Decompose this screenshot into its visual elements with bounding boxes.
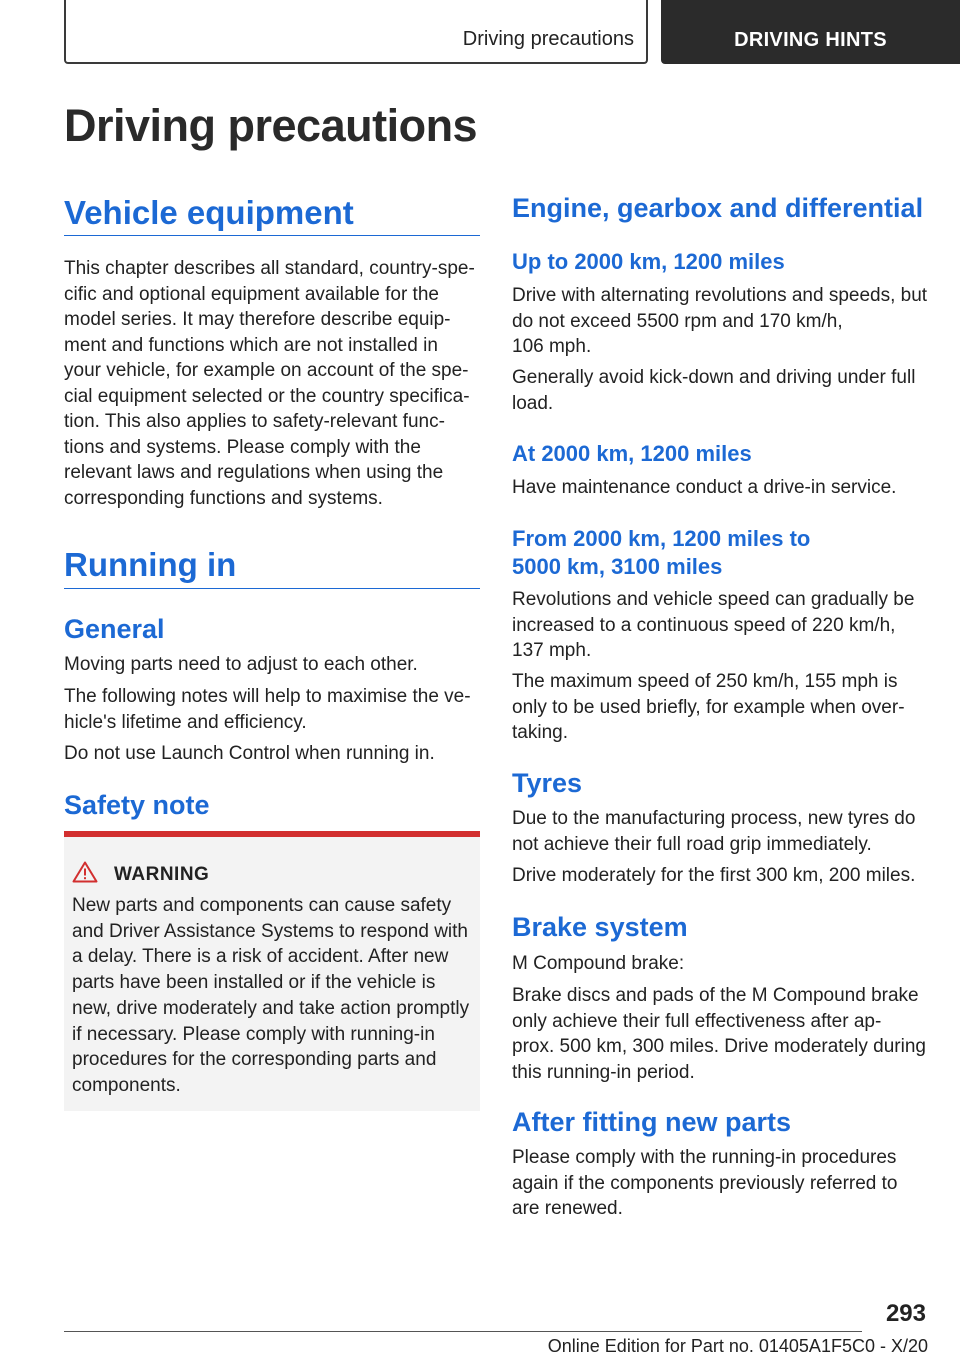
footer-edition-text: Online Edition for Part no. 01405A1F5C0 - X/20	[547, 1336, 928, 1356]
vehicle-equipment-text: This chapter describes all standard, country-spe- cific and optional equipment available for the model series. It may therefore describe equip- ment and functions which are not installed in your vehicle, for example on account of the spe- cial equipment selected or the country specifica- tion. This also applies to safety-relevant func- tions and systems. Please comply with the relevant laws and regulations when using the corresponding functions and systems.	[64, 258, 475, 509]
chapter-tab	[661, 0, 960, 64]
header-section-label: Driving precautions	[462, 28, 634, 50]
tyres-text-1: Due to the manufacturing process, new tyres do not achieve their full road grip immediately.	[512, 808, 916, 855]
chapter-tab-label: DRIVING HINTS	[734, 29, 887, 51]
header-section-box	[64, 0, 648, 64]
heading-at-2000: At 2000 km, 1200 miles	[512, 441, 752, 466]
from-text-1: Revolutions and vehicle speed can gradually be increased to a continuous speed of 220 km/h, 137 mph.	[512, 589, 915, 661]
heading-from-2000: From 2000 km, 1200 miles to 5000 km, 3100 miles	[512, 526, 811, 579]
page-number: 293	[885, 1300, 926, 1327]
from-text-2: The maximum speed of 250 km/h, 155 mph is only to be used briefly, for example when over- taking.	[512, 671, 905, 743]
heading-vehicle-equipment: Vehicle equipment	[64, 194, 354, 231]
heading-brake-system: Brake system	[512, 912, 688, 942]
heading-tyres: Tyres	[512, 768, 583, 798]
up-to-text-2: Generally avoid kick-down and driving under full load.	[512, 367, 916, 414]
heading-up-to-2000: Up to 2000 km, 1200 miles	[512, 249, 785, 274]
page-title: Driving precautions	[64, 100, 478, 151]
heading-rule	[64, 235, 480, 236]
brake-text-2: Brake discs and pads of the M Compound brake only achieve their full effectiveness after ap- prox. 500 km, 300 miles. Drive moderately during this running-in period.	[512, 985, 926, 1083]
heading-rule	[64, 588, 480, 589]
brake-text-1: M Compound brake:	[512, 953, 685, 974]
warning-label: WARNING	[114, 863, 210, 885]
warning-box	[64, 831, 480, 1111]
tyres-text-2: Drive moderately for the first 300 km, 200 miles.	[512, 865, 916, 886]
warning-text: New parts and components can cause safety and Driver Assistance Systems to respond with a delay. There is a risk of accident. After new parts have been installed or if the vehicle is new, drive moderately and take action promptly if necessary. Please comply with running-in procedures for the corresponding parts and components.	[72, 895, 470, 1096]
heading-engine-gearbox: Engine, gearbox and differential	[512, 193, 924, 223]
at-text: Have maintenance conduct a drive-in service.	[512, 477, 897, 498]
heading-general: General	[64, 614, 165, 644]
heading-running-in: Running in	[64, 546, 237, 583]
general-text-1: Moving parts need to adjust to each other.	[64, 654, 418, 675]
up-to-text-1: Drive with alternating revolutions and speeds, but do not exceed 5500 rpm and 170 km/h, 106 mph.	[512, 285, 928, 357]
general-text-2: The following notes will help to maximise the ve- hicle's lifetime and efficiency.	[64, 686, 471, 733]
heading-after-fitting: After fitting new parts	[512, 1107, 792, 1137]
warning-triangle-icon	[72, 861, 98, 888]
heading-safety-note: Safety note	[64, 790, 210, 820]
general-text-3: Do not use Launch Control when running in.	[64, 743, 435, 764]
warning-header	[72, 861, 209, 888]
after-text: Please comply with the running-in procedures again if the components previously referred to are renewed.	[512, 1147, 898, 1219]
footer-rule	[64, 1331, 862, 1332]
